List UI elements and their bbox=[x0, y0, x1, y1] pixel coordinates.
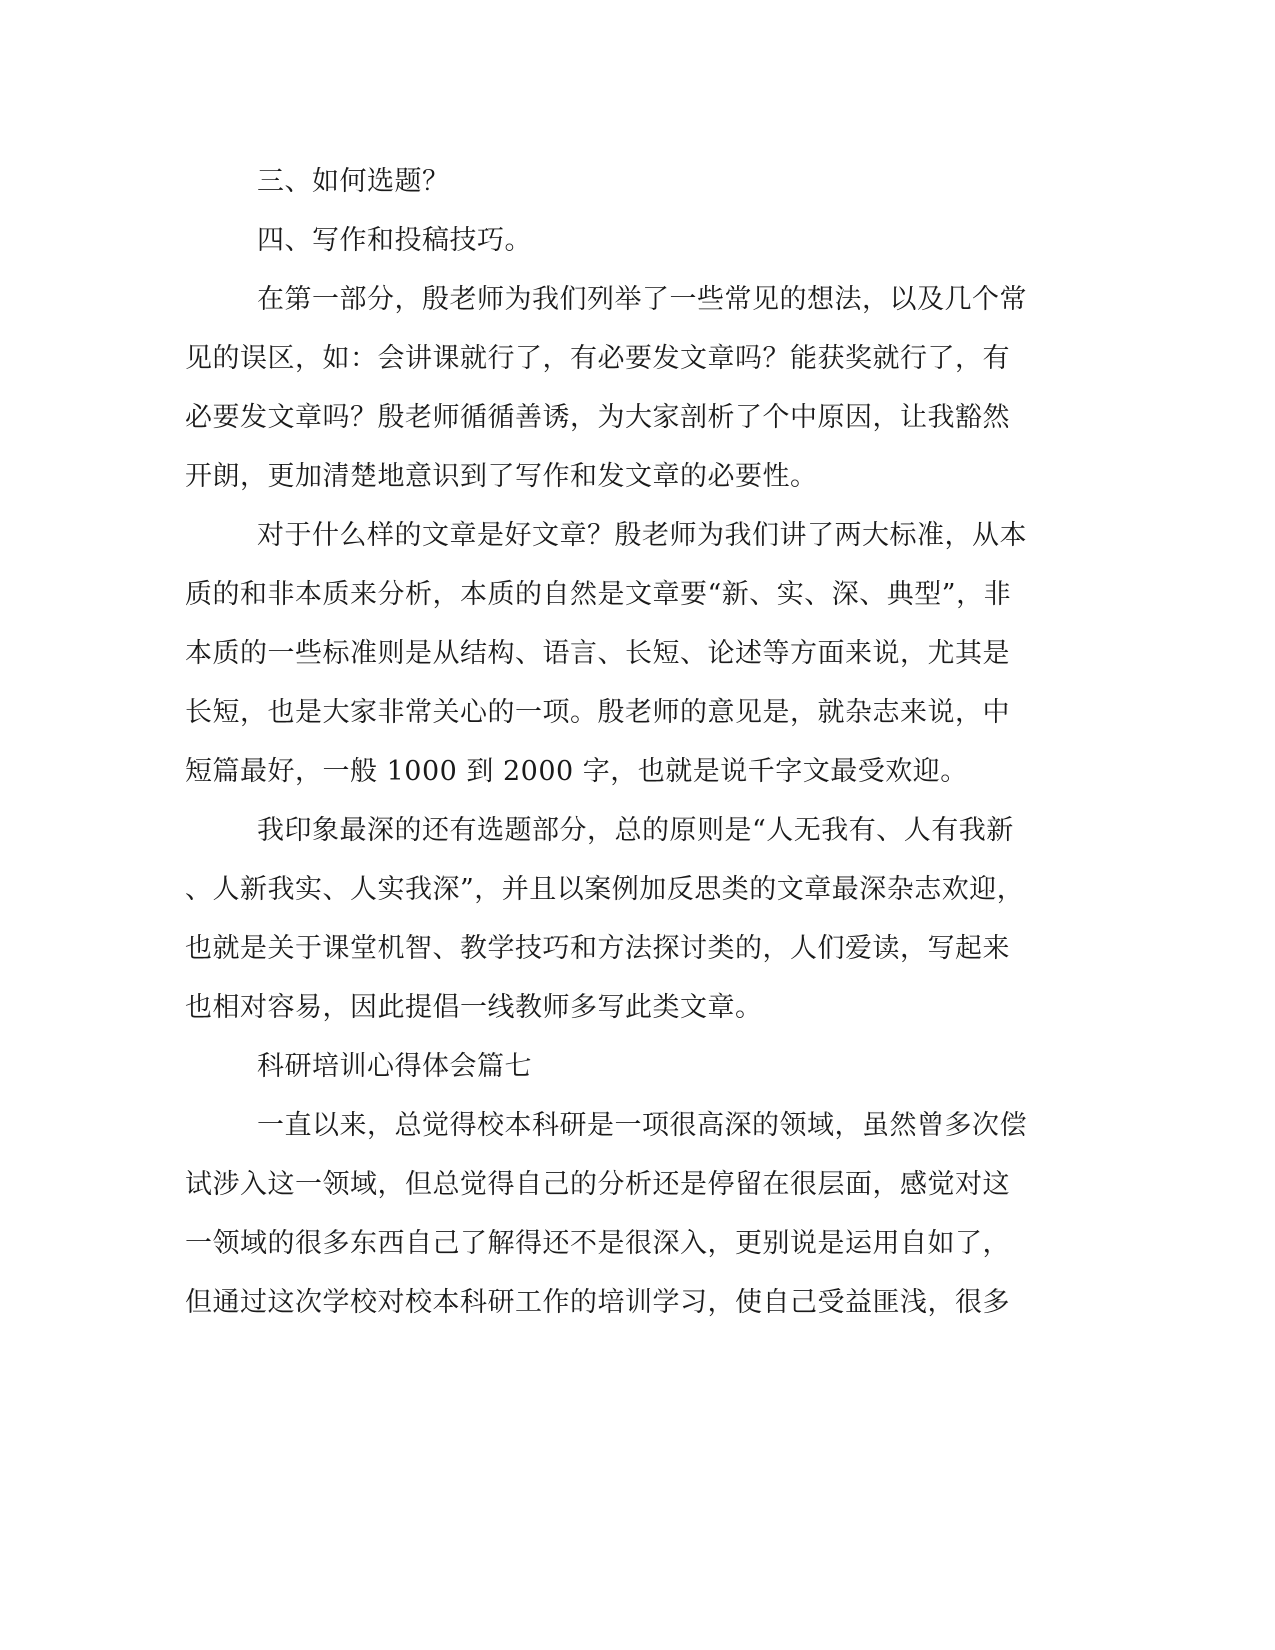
text-line: 一领域的很多东西自己了解得还不是很深入，更别说是运用自如了， bbox=[185, 1228, 1010, 1259]
text-line: 四、写作和投稿技巧。 bbox=[257, 225, 532, 256]
text-line: 、人新我实、人实我深”，并且以案例加反思类的文章最深杂志欢迎， bbox=[185, 874, 1025, 905]
text-line: 也就是关于课堂机智、教学技巧和方法探讨类的，人们爱读，写起来 bbox=[185, 933, 1010, 964]
document-body bbox=[185, 160, 1055, 1340]
text-line: 见的误区，如：会讲课就行了，有必要发文章吗？能获奖就行了，有 bbox=[185, 343, 1010, 374]
text-line: 一直以来，总觉得校本科研是一项很高深的领域，虽然曾多次偿 bbox=[257, 1110, 1027, 1141]
text-line: 长短，也是大家非常关心的一项。殷老师的意见是，就杂志来说，中 bbox=[185, 697, 1010, 728]
text-line: 我印象最深的还有选题部分，总的原则是“人无我有、人有我新 bbox=[257, 815, 1014, 846]
text-line: 对于什么样的文章是好文章？殷老师为我们讲了两大标准，从本 bbox=[257, 520, 1027, 551]
text-line: 必要发文章吗？殷老师循循善诱，为大家剖析了个中原因，让我豁然 bbox=[185, 402, 1010, 433]
text-line: 开朗，更加清楚地意识到了写作和发文章的必要性。 bbox=[185, 461, 818, 492]
text-line: 质的和非本质来分析，本质的自然是文章要“新、实、深、典型”，非 bbox=[185, 579, 1012, 610]
text-line: 在第一部分，殷老师为我们列举了一些常见的想法，以及几个常 bbox=[257, 284, 1027, 315]
text-line: 短篇最好，一般 1000 到 2000 字，也就是说千字文最受欢迎。 bbox=[185, 756, 968, 787]
text-line: 但通过这次学校对校本科研工作的培训学习，使自己受益匪浅，很多 bbox=[185, 1287, 1010, 1318]
section-heading: 科研培训心得体会篇七 bbox=[257, 1051, 532, 1082]
text-line: 也相对容易，因此提倡一线教师多写此类文章。 bbox=[185, 992, 763, 1023]
text-line: 本质的一些标准则是从结构、语言、长短、论述等方面来说，尤其是 bbox=[185, 638, 1010, 669]
text-line: 三、如何选题？ bbox=[257, 166, 450, 197]
text-line: 试涉入这一领域，但总觉得自己的分析还是停留在很层面，感觉对这 bbox=[185, 1169, 1010, 1200]
